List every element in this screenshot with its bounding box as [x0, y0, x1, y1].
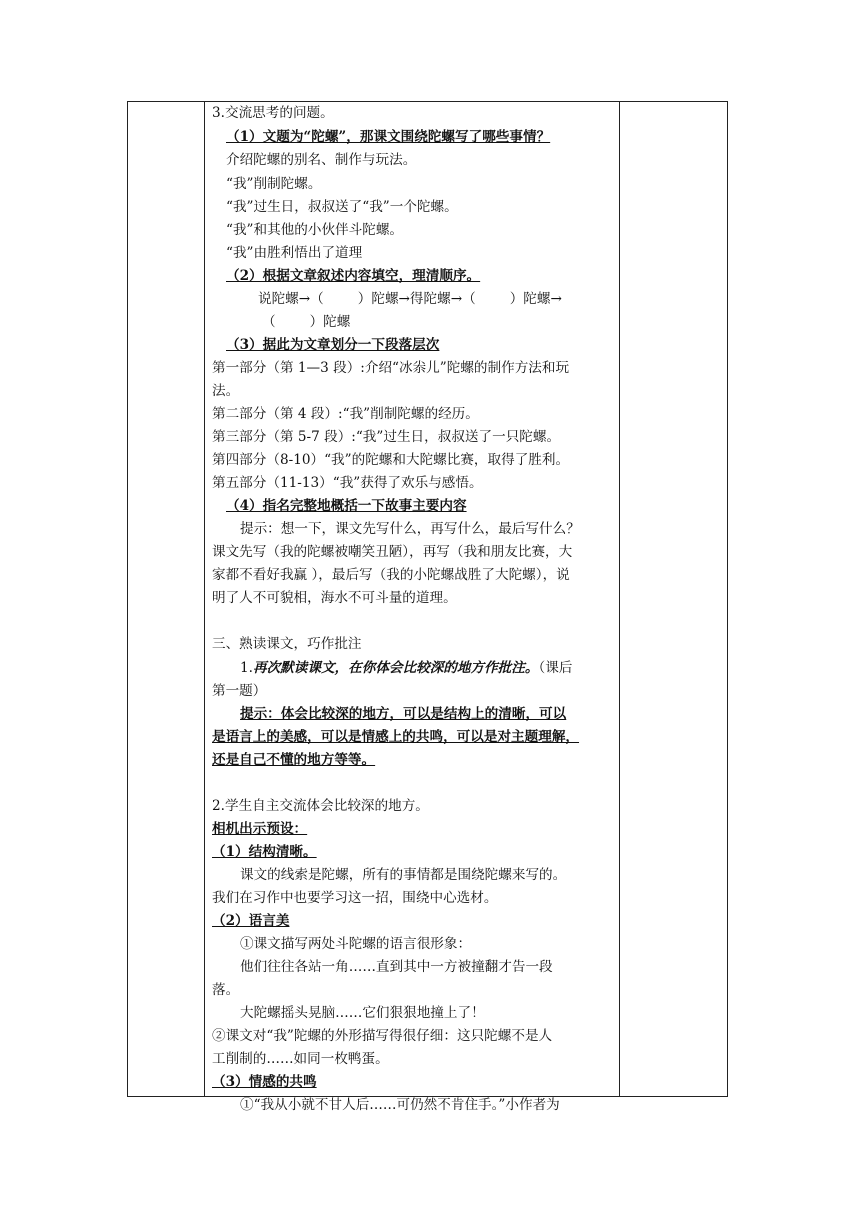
emotion-line: ①“我从小就不甘人后……可仍然不肯住手。”小作者为	[240, 1097, 560, 1113]
question-4: （4）指名完整地概括一下故事主要内容	[226, 498, 467, 514]
event-item: “我”和其他的小伙伴斗陀螺。	[226, 222, 404, 238]
language-line: 大陀螺摇头晃脑……它们狠狠地撞上了！	[240, 1005, 485, 1021]
language-line: 工削制的……如同一枚鸭蛋。	[212, 1051, 389, 1067]
fill-part-c: ）陀螺→	[509, 291, 562, 307]
emotion-heading: （3）情感的共鸣	[212, 1074, 317, 1090]
fill-blank-line-1	[258, 290, 562, 308]
part-line: 第二部分（第 4 段）:“我”削制陀螺的经历。	[212, 406, 479, 422]
question-2: （2）根据文章叙述内容填空，理清顺序。	[226, 268, 481, 284]
question-1: （1）文题为“陀螺”，那课文围绕陀螺写了哪些事情？	[226, 129, 551, 145]
task-1-number: 1.	[240, 660, 253, 676]
question-3: （3）据此为文章划分一下段落层次	[226, 337, 440, 353]
event-item: “我”过生日，叔叔送了“我”一个陀螺。	[226, 199, 458, 215]
fill-part-e: ）陀螺	[309, 314, 351, 330]
column-divider-2	[619, 102, 620, 1096]
structure-heading: （1）结构清晰。	[212, 844, 317, 860]
language-line: 他们往往各站一角……直到其中一方被撞翻才告一段	[240, 959, 553, 975]
language-heading: （2）语言美	[212, 913, 290, 929]
section3-title: 3.交流思考的问题。	[212, 105, 334, 121]
event-item: “我”削制陀螺。	[226, 176, 322, 192]
preset-heading: 相机出示预设：	[212, 821, 308, 837]
hint-line: 明了人不可貌相，海水不可斗量的道理。	[212, 590, 457, 606]
task-1-tail: （课后	[538, 660, 573, 676]
fill-part-d: （	[262, 314, 276, 330]
fill-blank-line-2	[262, 313, 350, 331]
part-line: 第三部分（第 5-7 段）:“我”过生日，叔叔送了一只陀螺。	[212, 429, 561, 445]
task-1-line-2: 第一题）	[212, 683, 267, 699]
language-line: ①课文描写两处斗陀螺的语言很形象：	[240, 936, 472, 952]
part-line: 第五部分（11-13）“我”获得了欢乐与感悟。	[212, 475, 483, 491]
fill-part-a: 说陀螺→（	[258, 291, 324, 307]
task-2: 2.学生自主交流体会比较深的地方。	[212, 798, 429, 814]
section-three-heading: 三、熟读课文，巧作批注	[212, 636, 362, 652]
hint-line: 课文先写（我的陀螺被嘲笑丑陋），再写（我和朋友比赛，大	[212, 544, 573, 560]
hint2-line: 还是自己不懂的地方等等。	[212, 752, 376, 768]
task-1-text: 再次默读课文，在你体会比较深的地方作批注。	[252, 660, 539, 676]
fill-part-b: ）陀螺→得陀螺→（	[357, 291, 476, 307]
event-item: 介绍陀螺的别名、制作与玩法。	[226, 152, 417, 168]
hint-line: 提示：想一下，课文先写什么，再写什么，最后写什么？	[240, 521, 580, 537]
part-line: 第一部分（第 1—3 段）:介绍“冰尜儿”陀螺的制作方法和玩	[212, 360, 570, 376]
language-line: 落。	[212, 982, 240, 998]
column-divider-1	[204, 102, 205, 1096]
language-line: ②课文对“我”陀螺的外形描写得很仔细：这只陀螺不是人	[212, 1028, 553, 1044]
hint-line: 家都不看好我赢 ），最后写（我的小陀螺战胜了大陀螺），说	[212, 567, 570, 583]
task-1	[240, 659, 572, 677]
structure-line: 课文的线索是陀螺，所有的事情都是围绕陀螺来写的。	[240, 867, 567, 883]
event-item: “我”由胜利悟出了道理	[226, 245, 363, 261]
hint2-line: 是语言上的美感，可以是情感上的共鸣，可以是对主题理解，	[212, 729, 580, 745]
hint2-line: 提示：体会比较深的地方，可以是结构上的清晰，可以	[240, 706, 567, 722]
part-line: 法。	[212, 383, 240, 399]
part-line: 第四部分（8-10）“我”的陀螺和大陀螺比赛，取得了胜利。	[212, 452, 570, 468]
structure-line: 我们在习作中也要学习这一招，围绕中心选材。	[212, 890, 498, 906]
